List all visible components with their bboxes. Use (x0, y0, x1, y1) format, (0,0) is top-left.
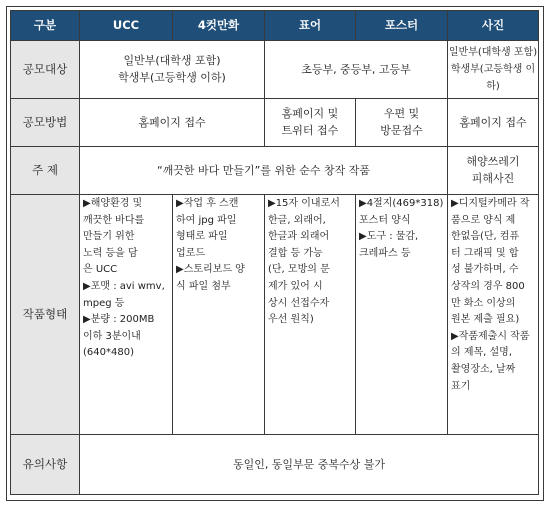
format-line: 한글, 외래어, (268, 214, 326, 226)
format-line: 크레파스 등 (359, 247, 411, 259)
header-category: 구분 (11, 11, 80, 41)
notes-row (11, 434, 539, 494)
format-label: 작품형태 (11, 195, 80, 434)
method-line: 방문접수 (380, 124, 423, 138)
format-line: 만 화소 이상의 (451, 297, 516, 309)
target-row (11, 41, 539, 98)
header-poster: 포스터 (356, 11, 448, 41)
format-line: 포스터 양식 (359, 214, 411, 226)
theme-line: 해양쓰레기 (466, 155, 520, 169)
contest-table (10, 10, 539, 495)
header-slogan: 표어 (265, 11, 356, 41)
target-line: 학생부(고등학생 이하) (118, 71, 226, 85)
format-poster (356, 195, 448, 434)
format-line: 의 제목, 설명, (451, 347, 513, 359)
format-photo (448, 195, 539, 434)
format-line: 결합 등 가능 (268, 247, 323, 259)
format-line: 하여 jpg 파일 (176, 214, 237, 226)
method-poster (356, 98, 448, 146)
header-ucc: UCC (80, 11, 173, 41)
format-line: ▶분량 : 200MB (83, 314, 155, 326)
method-line: 트위터 접수 (281, 124, 339, 138)
notes-text: 동일인, 동일부문 중복수상 불가 (80, 434, 539, 494)
header-comic: 4컷만화 (173, 11, 265, 41)
method-ucc-comic: 홈페이지 접수 (80, 98, 265, 146)
format-line: 우선 원칙) (268, 314, 314, 326)
theme-main: “깨끗한 바다 만들기”를 위한 순수 창작 작품 (80, 146, 448, 194)
method-label: 공모방법 (11, 98, 80, 146)
format-line: 한글과 외래어 (268, 231, 330, 243)
format-line: 업로드 (176, 247, 205, 259)
target-label: 공모대상 (11, 41, 80, 98)
method-line: 홈페이지 및 (281, 107, 339, 121)
target-ucc-comic (80, 41, 265, 98)
format-line: 표기 (451, 380, 471, 392)
format-line: ▶해양환경 및 (83, 198, 143, 210)
format-line: 노력 등을 담 (83, 247, 138, 259)
format-line: 촬영장소, 날짜 (451, 364, 516, 376)
target-line: 학생부(고등학생 이하) (450, 63, 536, 92)
format-line: 만들기 위한 (83, 231, 135, 243)
format-line: 깨끗한 바다를 (83, 214, 145, 226)
format-line: ▶포맷 : avi wmv, (83, 281, 165, 293)
target-photo (448, 41, 539, 98)
header-photo: 사진 (448, 11, 539, 41)
method-row (11, 98, 539, 146)
format-comic (173, 195, 265, 434)
method-line: 우편 및 (383, 107, 420, 121)
format-ucc (80, 195, 173, 434)
target-line: 일반부(대학생 포함) (123, 54, 221, 68)
format-line: 성 불가하며, 수 (451, 264, 519, 276)
format-line: 상시 선접수자 (268, 297, 330, 309)
format-line: ▶15자 이내로서 (268, 198, 340, 210)
target-slogan-poster: 초등부, 중등부, 고등부 (265, 41, 448, 98)
format-line: (640*480) (83, 347, 134, 359)
header-row (11, 11, 539, 41)
target-line: 일반부(대학생 포함) (448, 46, 538, 58)
format-line: 상작의 경우 800 (451, 281, 525, 293)
format-line: ▶작품제출시 작품 (451, 330, 530, 342)
format-line: 식 파일 첨부 (176, 281, 231, 293)
format-line: 제가 있어 시 (268, 281, 323, 293)
format-line: ▶스토리보드 양 (176, 264, 245, 276)
format-slogan (265, 195, 356, 434)
method-slogan (265, 98, 356, 146)
format-line: 한없음(단, 컴퓨 (451, 231, 520, 243)
format-line: ▶4절지(469*318) (359, 198, 444, 210)
format-line: 이하 3분이내 (83, 330, 141, 342)
format-line: mpeg 등 (83, 297, 125, 309)
format-line: ▶디지털카메라 작 (451, 198, 530, 210)
format-row (11, 195, 539, 434)
format-line: 은 UCC (83, 264, 118, 276)
method-photo: 홈페이지 접수 (448, 98, 539, 146)
format-line: ▶도구 : 물감, (359, 231, 419, 243)
format-line: (단, 모방의 문 (268, 264, 330, 276)
format-line: ▶작업 후 스캔 (176, 198, 239, 210)
theme-photo (448, 146, 539, 194)
theme-line: 피해사진 (471, 172, 515, 186)
theme-row (11, 146, 539, 194)
format-line: 형태로 파일 (176, 231, 228, 243)
format-line: 원본 제출 필요) (451, 314, 520, 326)
notes-label: 유의사항 (11, 434, 80, 494)
theme-label: 주 제 (11, 146, 80, 194)
format-line: 품으로 양식 제 (451, 214, 516, 226)
format-line: 터 그래픽 및 합 (451, 247, 519, 259)
